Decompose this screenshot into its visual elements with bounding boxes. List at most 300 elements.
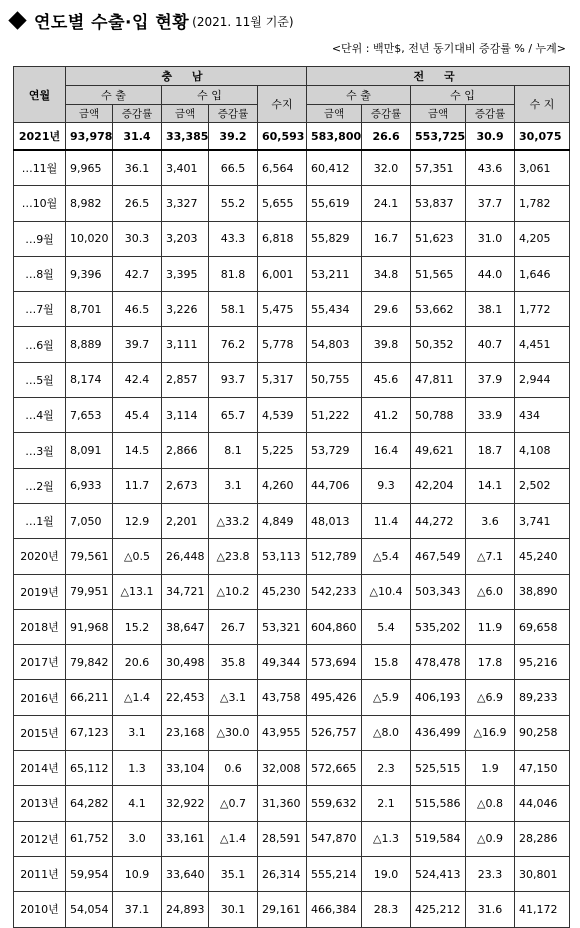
cell-c4: 81.8 [209, 256, 258, 291]
row-label: …8월 [14, 256, 66, 291]
row-label: …11월 [14, 150, 66, 186]
cell-c3: 3,203 [162, 221, 209, 256]
cell-c6: 572,665 [307, 751, 362, 786]
cell-c1: 54,054 [66, 892, 113, 927]
cell-c9: 33.9 [466, 398, 515, 433]
cell-c9: 37.7 [466, 186, 515, 221]
cell-c7: 16.7 [362, 221, 411, 256]
table-row [14, 645, 570, 680]
header-year: 연월 [14, 67, 66, 123]
cell-c8: 53,662 [411, 292, 466, 327]
cell-c4: 3.1 [209, 468, 258, 503]
cell-c2: 42.7 [113, 256, 162, 291]
cell-c2: △0.5 [113, 539, 162, 574]
header-export: 수 출 [66, 86, 162, 105]
table-row [14, 715, 570, 750]
cell-c2: 45.4 [113, 398, 162, 433]
cell-c5: 5,475 [258, 292, 307, 327]
cell-c9: △0.9 [466, 821, 515, 856]
cell-c1: 61,752 [66, 821, 113, 856]
header-rate: 증감률 [466, 105, 515, 123]
cell-c4: 26.7 [209, 609, 258, 644]
header-import: 수 입 [162, 86, 258, 105]
cell-c4: △1.4 [209, 821, 258, 856]
cell-c5: 5,778 [258, 327, 307, 362]
cell-c9: 43.6 [466, 150, 515, 186]
cell-c3: 34,721 [162, 574, 209, 609]
row-label: …2월 [14, 468, 66, 503]
cell-c10: 1,772 [515, 292, 570, 327]
cell-c6: 542,233 [307, 574, 362, 609]
header-export: 수 출 [307, 86, 411, 105]
cell-c6: 604,860 [307, 609, 362, 644]
table-row [14, 221, 570, 256]
row-label: …3월 [14, 433, 66, 468]
cell-c3: 2,857 [162, 362, 209, 397]
cell-c6: 44,706 [307, 468, 362, 503]
table-row [14, 362, 570, 397]
cell-c2: 26.5 [113, 186, 162, 221]
cell-c6: 547,870 [307, 821, 362, 856]
cell-c9: 37.9 [466, 362, 515, 397]
cell-c4: 93.7 [209, 362, 258, 397]
cell-c8: 47,811 [411, 362, 466, 397]
cell-c5: 6,818 [258, 221, 307, 256]
cell-c3: 33,104 [162, 751, 209, 786]
cell-c8: 51,623 [411, 221, 466, 256]
cell-c5: 31,360 [258, 786, 307, 821]
cell-c5: 28,591 [258, 821, 307, 856]
cell-c3: 3,327 [162, 186, 209, 221]
cell-c9: △0.8 [466, 786, 515, 821]
cell-c7: 2.3 [362, 751, 411, 786]
cell-c10: 89,233 [515, 680, 570, 715]
cell-c7: 2.1 [362, 786, 411, 821]
cell-c5: 53,321 [258, 609, 307, 644]
cell-c10: 47,150 [515, 751, 570, 786]
cell-c4: △33.2 [209, 503, 258, 538]
cell-c3: 3,111 [162, 327, 209, 362]
cell-c1: 64,282 [66, 786, 113, 821]
table-row [14, 786, 570, 821]
cell-c4: 58.1 [209, 292, 258, 327]
cell-c9: 31.0 [466, 221, 515, 256]
cell-c10: 3,741 [515, 503, 570, 538]
cell-c1: 91,968 [66, 609, 113, 644]
cell-c8: 535,202 [411, 609, 466, 644]
cell-c8: 42,204 [411, 468, 466, 503]
cell-c9: 31.6 [466, 892, 515, 927]
header-rate: 증감률 [362, 105, 411, 123]
cell-c6: 53,729 [307, 433, 362, 468]
cell-c9: △7.1 [466, 539, 515, 574]
cell-c6: 512,789 [307, 539, 362, 574]
cell-c8: 524,413 [411, 856, 466, 891]
cell-c5: 26,314 [258, 856, 307, 891]
cell-c5: 43,758 [258, 680, 307, 715]
cell-c8: 57,351 [411, 150, 466, 186]
cell-c2: △13.1 [113, 574, 162, 609]
table-row [14, 821, 570, 856]
cell-c7: 11.4 [362, 503, 411, 538]
cell-c10: 69,658 [515, 609, 570, 644]
cell-c9: △16.9 [466, 715, 515, 750]
cell-c6: 48,013 [307, 503, 362, 538]
cell-c3: 2,201 [162, 503, 209, 538]
cell-c10: 45,240 [515, 539, 570, 574]
cell-c7: △5.9 [362, 680, 411, 715]
table-body [14, 123, 570, 928]
row-label: 2014년 [14, 751, 66, 786]
cell-c4: 43.3 [209, 221, 258, 256]
cell-c1: 8,982 [66, 186, 113, 221]
cell-c6: 53,211 [307, 256, 362, 291]
row-label: 2015년 [14, 715, 66, 750]
cell-c2: 14.5 [113, 433, 162, 468]
cell-c2: 37.1 [113, 892, 162, 927]
cell-c8: 525,515 [411, 751, 466, 786]
cell-c2: 4.1 [113, 786, 162, 821]
cell-c6: 495,426 [307, 680, 362, 715]
cell-c5: 32,008 [258, 751, 307, 786]
cell-c8: 425,212 [411, 892, 466, 927]
row-label: …7월 [14, 292, 66, 327]
cell-c9: 18.7 [466, 433, 515, 468]
cell-c1: 8,174 [66, 362, 113, 397]
table-row [14, 892, 570, 927]
cell-c6: 555,214 [307, 856, 362, 891]
cell-c7: 26.6 [362, 123, 411, 151]
cell-c5: 4,539 [258, 398, 307, 433]
cell-c7: 15.8 [362, 645, 411, 680]
cell-c5: 60,593 [258, 123, 307, 151]
unit-note: <단위 : 백만$, 전년 동기대비 증감률 % / 누계> [331, 42, 566, 55]
trade-table [13, 66, 570, 928]
row-label: …10월 [14, 186, 66, 221]
cell-c3: 38,647 [162, 609, 209, 644]
cell-c10: 90,258 [515, 715, 570, 750]
cell-c3: 30,498 [162, 645, 209, 680]
table-row [14, 123, 570, 151]
cell-c1: 59,954 [66, 856, 113, 891]
cell-c2: 3.0 [113, 821, 162, 856]
row-label: 2018년 [14, 609, 66, 644]
table-row [14, 751, 570, 786]
cell-c7: 24.1 [362, 186, 411, 221]
table-row [14, 468, 570, 503]
cell-c8: 50,352 [411, 327, 466, 362]
cell-c10: 38,890 [515, 574, 570, 609]
cell-c2: 36.1 [113, 150, 162, 186]
cell-c7: 32.0 [362, 150, 411, 186]
cell-c2: 20.6 [113, 645, 162, 680]
cell-c10: 1,646 [515, 256, 570, 291]
table-header [14, 67, 570, 123]
cell-c7: 34.8 [362, 256, 411, 291]
cell-c4: 35.1 [209, 856, 258, 891]
cell-c8: 406,193 [411, 680, 466, 715]
cell-c2: 30.3 [113, 221, 162, 256]
cell-c3: 3,114 [162, 398, 209, 433]
cell-c2: 31.4 [113, 123, 162, 151]
cell-c1: 67,123 [66, 715, 113, 750]
cell-c3: 3,226 [162, 292, 209, 327]
table-row [14, 609, 570, 644]
header-import: 수 입 [411, 86, 515, 105]
row-label: 2019년 [14, 574, 66, 609]
cell-c3: 24,893 [162, 892, 209, 927]
cell-c4: △3.1 [209, 680, 258, 715]
table-row [14, 433, 570, 468]
cell-c7: 28.3 [362, 892, 411, 927]
table-row [14, 503, 570, 538]
cell-c10: 95,216 [515, 645, 570, 680]
cell-c1: 66,211 [66, 680, 113, 715]
cell-c4: 35.8 [209, 645, 258, 680]
cell-c4: 66.5 [209, 150, 258, 186]
row-label: 2013년 [14, 786, 66, 821]
cell-c1: 10,020 [66, 221, 113, 256]
cell-c2: 12.9 [113, 503, 162, 538]
cell-c5: 6,564 [258, 150, 307, 186]
diamond-bullet-icon [8, 11, 26, 29]
cell-c6: 559,632 [307, 786, 362, 821]
cell-c10: 3,061 [515, 150, 570, 186]
cell-c10: 4,108 [515, 433, 570, 468]
cell-c6: 466,384 [307, 892, 362, 927]
cell-c8: 49,621 [411, 433, 466, 468]
cell-c1: 8,889 [66, 327, 113, 362]
header-balance: 수 지 [515, 86, 570, 123]
cell-c4: △30.0 [209, 715, 258, 750]
table-row [14, 398, 570, 433]
header-rate: 증감률 [209, 105, 258, 123]
row-label: 2011년 [14, 856, 66, 891]
table-row [14, 680, 570, 715]
cell-c4: 0.6 [209, 751, 258, 786]
cell-c3: 2,673 [162, 468, 209, 503]
cell-c9: 30.9 [466, 123, 515, 151]
cell-c5: 29,161 [258, 892, 307, 927]
cell-c6: 583,800 [307, 123, 362, 151]
cell-c7: 19.0 [362, 856, 411, 891]
cell-c9: 38.1 [466, 292, 515, 327]
row-label: 2016년 [14, 680, 66, 715]
cell-c5: 5,655 [258, 186, 307, 221]
cell-c7: △8.0 [362, 715, 411, 750]
table-row [14, 150, 570, 186]
header-amount: 금액 [307, 105, 362, 123]
cell-c4: 65.7 [209, 398, 258, 433]
cell-c2: 15.2 [113, 609, 162, 644]
cell-c8: 53,837 [411, 186, 466, 221]
cell-c7: △10.4 [362, 574, 411, 609]
row-label: …6월 [14, 327, 66, 362]
cell-c1: 8,701 [66, 292, 113, 327]
cell-c9: 3.6 [466, 503, 515, 538]
cell-c10: 4,451 [515, 327, 570, 362]
cell-c2: 10.9 [113, 856, 162, 891]
cell-c4: 39.2 [209, 123, 258, 151]
cell-c2: 11.7 [113, 468, 162, 503]
cell-c1: 9,965 [66, 150, 113, 186]
cell-c4: 8.1 [209, 433, 258, 468]
cell-c7: 41.2 [362, 398, 411, 433]
cell-c2: 39.7 [113, 327, 162, 362]
cell-c8: 44,272 [411, 503, 466, 538]
table-row [14, 186, 570, 221]
row-label: 2012년 [14, 821, 66, 856]
header-region-national: 전 국 [307, 67, 570, 86]
document-title [6, 5, 294, 35]
cell-c8: 50,788 [411, 398, 466, 433]
header-amount: 금액 [411, 105, 466, 123]
cell-c4: △23.8 [209, 539, 258, 574]
cell-c5: 53,113 [258, 539, 307, 574]
cell-c1: 8,091 [66, 433, 113, 468]
cell-c2: 3.1 [113, 715, 162, 750]
cell-c1: 7,050 [66, 503, 113, 538]
cell-c10: 28,286 [515, 821, 570, 856]
cell-c10: 2,944 [515, 362, 570, 397]
row-label: …9월 [14, 221, 66, 256]
cell-c2: 42.4 [113, 362, 162, 397]
row-label: 2017년 [14, 645, 66, 680]
cell-c5: 5,317 [258, 362, 307, 397]
cell-c2: 46.5 [113, 292, 162, 327]
row-label: 2021년 [14, 123, 66, 151]
cell-c7: 29.6 [362, 292, 411, 327]
header-region-chungnam: 충 남 [66, 67, 307, 86]
cell-c10: 44,046 [515, 786, 570, 821]
cell-c7: △1.3 [362, 821, 411, 856]
cell-c7: 45.6 [362, 362, 411, 397]
cell-c2: 1.3 [113, 751, 162, 786]
header-amount: 금액 [162, 105, 209, 123]
cell-c8: 467,549 [411, 539, 466, 574]
cell-c1: 79,561 [66, 539, 113, 574]
cell-c10: 2,502 [515, 468, 570, 503]
table-row [14, 539, 570, 574]
cell-c8: 553,725 [411, 123, 466, 151]
cell-c6: 60,412 [307, 150, 362, 186]
cell-c9: 44.0 [466, 256, 515, 291]
cell-c4: △10.2 [209, 574, 258, 609]
cell-c3: 32,922 [162, 786, 209, 821]
cell-c9: △6.9 [466, 680, 515, 715]
cell-c10: 1,782 [515, 186, 570, 221]
cell-c6: 50,755 [307, 362, 362, 397]
cell-c3: 33,161 [162, 821, 209, 856]
row-label: …4월 [14, 398, 66, 433]
cell-c10: 434 [515, 398, 570, 433]
title-sub: (2021. 11월 기준) [192, 15, 294, 29]
cell-c8: 503,343 [411, 574, 466, 609]
cell-c3: 26,448 [162, 539, 209, 574]
cell-c10: 30,075 [515, 123, 570, 151]
cell-c1: 9,396 [66, 256, 113, 291]
cell-c3: 3,395 [162, 256, 209, 291]
cell-c9: △6.0 [466, 574, 515, 609]
row-label: …1월 [14, 503, 66, 538]
row-label: 2010년 [14, 892, 66, 927]
cell-c1: 65,112 [66, 751, 113, 786]
cell-c2: △1.4 [113, 680, 162, 715]
cell-c6: 573,694 [307, 645, 362, 680]
cell-c4: 55.2 [209, 186, 258, 221]
cell-c8: 478,478 [411, 645, 466, 680]
cell-c6: 54,803 [307, 327, 362, 362]
cell-c7: 9.3 [362, 468, 411, 503]
cell-c3: 22,453 [162, 680, 209, 715]
cell-c10: 30,801 [515, 856, 570, 891]
cell-c9: 14.1 [466, 468, 515, 503]
cell-c5: 6,001 [258, 256, 307, 291]
cell-c5: 4,849 [258, 503, 307, 538]
header-rate: 증감률 [113, 105, 162, 123]
cell-c7: △5.4 [362, 539, 411, 574]
cell-c9: 1.9 [466, 751, 515, 786]
cell-c9: 40.7 [466, 327, 515, 362]
cell-c9: 17.8 [466, 645, 515, 680]
cell-c9: 23.3 [466, 856, 515, 891]
cell-c6: 55,829 [307, 221, 362, 256]
cell-c1: 79,842 [66, 645, 113, 680]
cell-c1: 7,653 [66, 398, 113, 433]
cell-c3: 3,401 [162, 150, 209, 186]
header-balance: 수지 [258, 86, 307, 123]
cell-c6: 51,222 [307, 398, 362, 433]
cell-c1: 6,933 [66, 468, 113, 503]
cell-c5: 43,955 [258, 715, 307, 750]
cell-c1: 93,978 [66, 123, 113, 151]
cell-c1: 79,951 [66, 574, 113, 609]
cell-c7: 16.4 [362, 433, 411, 468]
cell-c6: 526,757 [307, 715, 362, 750]
cell-c9: 11.9 [466, 609, 515, 644]
table-row [14, 292, 570, 327]
cell-c6: 55,434 [307, 292, 362, 327]
cell-c5: 49,344 [258, 645, 307, 680]
cell-c4: 30.1 [209, 892, 258, 927]
cell-c7: 5.4 [362, 609, 411, 644]
cell-c8: 51,565 [411, 256, 466, 291]
row-label: 2020년 [14, 539, 66, 574]
cell-c6: 55,619 [307, 186, 362, 221]
cell-c5: 4,260 [258, 468, 307, 503]
cell-c10: 41,172 [515, 892, 570, 927]
cell-c10: 4,205 [515, 221, 570, 256]
cell-c3: 33,385 [162, 123, 209, 151]
cell-c8: 436,499 [411, 715, 466, 750]
title-main: 연도별 수출·입 현황 [34, 12, 190, 33]
cell-c3: 33,640 [162, 856, 209, 891]
cell-c5: 5,225 [258, 433, 307, 468]
table-row [14, 327, 570, 362]
cell-c3: 23,168 [162, 715, 209, 750]
cell-c5: 45,230 [258, 574, 307, 609]
table-row [14, 574, 570, 609]
row-label: …5월 [14, 362, 66, 397]
cell-c8: 519,584 [411, 821, 466, 856]
cell-c4: △0.7 [209, 786, 258, 821]
cell-c8: 515,586 [411, 786, 466, 821]
table-row [14, 856, 570, 891]
cell-c7: 39.8 [362, 327, 411, 362]
table-row [14, 256, 570, 291]
header-amount: 금액 [66, 105, 113, 123]
cell-c4: 76.2 [209, 327, 258, 362]
